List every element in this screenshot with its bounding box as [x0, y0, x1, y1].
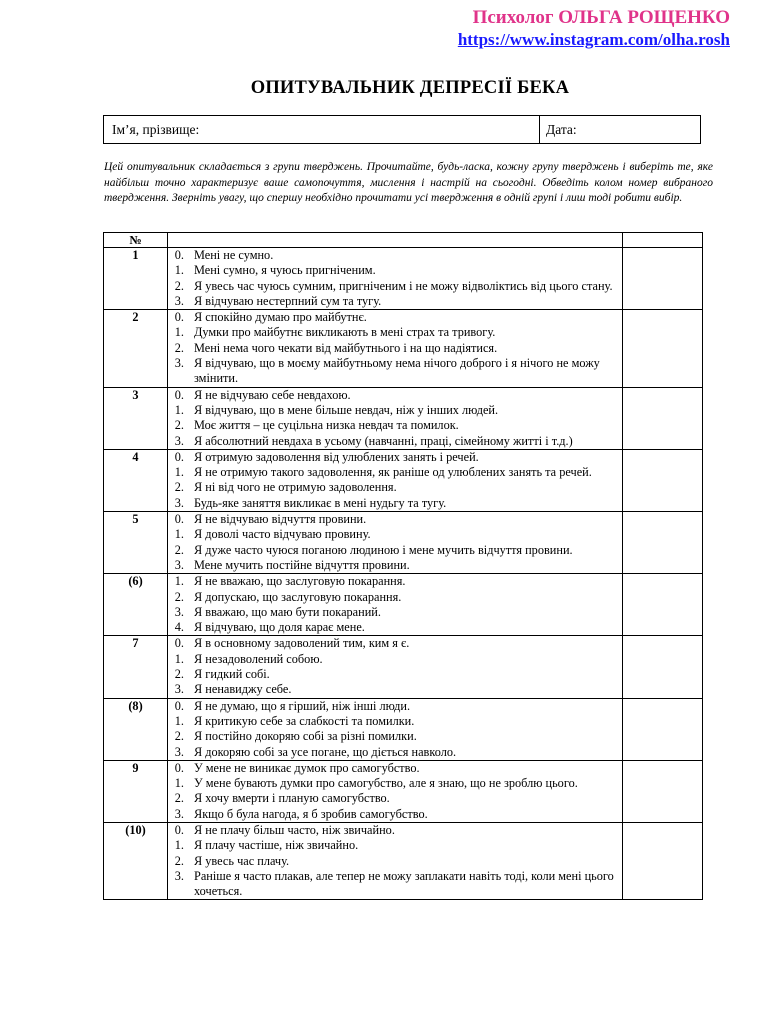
- option-text: Я спокійно думаю про майбутнє.: [194, 310, 367, 325]
- statement-group: [168, 636, 623, 698]
- option-number: 0.: [174, 449, 184, 464]
- option-number: 3.: [174, 557, 184, 572]
- option-text: Мене мучить постійне відчуття провини.: [194, 557, 410, 572]
- name-field-label: Ім’я, прізвище:: [112, 122, 200, 137]
- statement-option[interactable]: [168, 388, 622, 403]
- table-header-row: [104, 233, 703, 248]
- option-text: Я дуже часто чуюся поганою людиною і мене мучить відчуття провини.: [194, 542, 573, 557]
- statement-option[interactable]: [168, 761, 622, 776]
- statement-option[interactable]: [168, 450, 622, 465]
- option-number: 3.: [174, 293, 184, 308]
- table-row: [104, 248, 703, 310]
- header-number: №: [104, 233, 168, 248]
- date-field-label: Дата:: [546, 122, 577, 137]
- answer-cell[interactable]: [623, 760, 703, 822]
- statement-group: [168, 760, 623, 822]
- group-number: 7: [104, 636, 168, 698]
- statement-option[interactable]: [168, 310, 622, 325]
- statement-option[interactable]: [168, 854, 622, 869]
- option-number: 0.: [174, 636, 184, 651]
- option-number: 1.: [174, 713, 184, 728]
- table-row: [104, 387, 703, 449]
- option-text: Думки про майбутнє викликають в мені страх та тривогу.: [194, 325, 496, 340]
- statement-option[interactable]: [168, 667, 622, 682]
- option-text: Я увесь час чуюсь сумним, пригніченим і не можу відволіктись від цього стану.: [194, 278, 613, 293]
- statement-option[interactable]: [168, 636, 622, 651]
- option-text: Я відчуваю, що доля карає мене.: [194, 620, 365, 635]
- statement-option[interactable]: [168, 480, 622, 495]
- option-number: 2.: [174, 418, 184, 433]
- option-number: 2.: [174, 853, 184, 868]
- table-row: [104, 760, 703, 822]
- statement-option[interactable]: [168, 418, 622, 433]
- option-text: Я не відчуваю себе невдахою.: [194, 387, 351, 402]
- group-number: (10): [104, 822, 168, 899]
- statement-option[interactable]: [168, 869, 622, 900]
- option-text: Я плачу частіше, ніж звичайно.: [194, 838, 359, 853]
- option-number: 3.: [174, 604, 184, 619]
- header-statements: [168, 233, 623, 248]
- statement-option[interactable]: [168, 590, 622, 605]
- group-number: 4: [104, 449, 168, 511]
- option-number: 3.: [174, 868, 184, 883]
- group-number: 9: [104, 760, 168, 822]
- option-text: Я відчуваю, що в мене більше невдач, ніж у інших людей.: [194, 402, 499, 417]
- answer-cell[interactable]: [623, 387, 703, 449]
- statement-option[interactable]: [168, 776, 622, 791]
- option-number: 0.: [174, 760, 184, 775]
- option-text: Я гидкий собі.: [194, 667, 270, 682]
- option-number: 3.: [174, 744, 184, 759]
- option-text: Мені нема чого чекати від майбутнього і на що надіятися.: [194, 340, 498, 355]
- option-number: 1.: [174, 574, 184, 589]
- answer-cell[interactable]: [623, 698, 703, 760]
- option-number: 2.: [174, 791, 184, 806]
- statement-option[interactable]: [168, 823, 622, 838]
- table-row: [104, 574, 703, 636]
- questionnaire-table: [103, 232, 703, 900]
- name-field[interactable]: [104, 116, 540, 143]
- statement-option[interactable]: [168, 325, 622, 340]
- option-number: 1.: [174, 527, 184, 542]
- option-number: 1.: [174, 263, 184, 278]
- statement-option[interactable]: [168, 434, 622, 449]
- option-number: 0.: [174, 698, 184, 713]
- option-number: 2.: [174, 667, 184, 682]
- option-number: 2.: [174, 340, 184, 355]
- option-number: 1.: [174, 776, 184, 791]
- option-text: Будь-яке заняття викликає в мені нудьгу та тугу.: [194, 495, 447, 510]
- statement-option[interactable]: [168, 496, 622, 511]
- option-text: Якщо б була нагода, я б зробив самогубство.: [194, 806, 428, 821]
- statement-option[interactable]: [168, 838, 622, 853]
- option-number: 0.: [174, 248, 184, 262]
- table-row: [104, 512, 703, 574]
- statement-option[interactable]: [168, 714, 622, 729]
- statement-group: [168, 822, 623, 899]
- statement-option[interactable]: [168, 248, 622, 263]
- option-text: Я постійно докоряю собі за різні помилки.: [194, 729, 417, 744]
- option-number: 2.: [174, 278, 184, 293]
- option-text: Я отримую задоволення від улюблених занять і речей.: [194, 449, 479, 464]
- group-number: 5: [104, 512, 168, 574]
- option-text: Я незадоволений собою.: [194, 651, 323, 666]
- option-text: Я хочу вмерти і планую самогубство.: [194, 791, 390, 806]
- option-number: 1.: [174, 465, 184, 480]
- option-number: 3.: [174, 682, 184, 697]
- option-number: 1.: [174, 402, 184, 417]
- option-text: Я увесь час плачу.: [194, 853, 290, 868]
- option-text: Я доволі часто відчуваю провину.: [194, 527, 371, 542]
- answer-cell[interactable]: [623, 512, 703, 574]
- option-text: Я ні від чого не отримую задоволення.: [194, 480, 397, 495]
- option-text: Я критикую себе за слабкості та помилки.: [194, 713, 415, 728]
- statement-option[interactable]: [168, 574, 622, 589]
- statement-group: [168, 512, 623, 574]
- option-text: Я в основному задоволений тим, ким я є.: [194, 636, 410, 651]
- statement-option[interactable]: [168, 605, 622, 620]
- option-number: 2.: [174, 729, 184, 744]
- option-number: 0.: [174, 310, 184, 325]
- group-number: 1: [104, 248, 168, 310]
- brand-header: [458, 7, 730, 51]
- statement-option[interactable]: [168, 543, 622, 558]
- option-text: Я допускаю, що заслуговую покарання.: [194, 589, 402, 604]
- statement-option[interactable]: [168, 512, 622, 527]
- statement-option[interactable]: [168, 652, 622, 667]
- statement-option[interactable]: [168, 682, 622, 697]
- table-row: [104, 822, 703, 899]
- option-number: 3.: [174, 433, 184, 448]
- statement-group: [168, 310, 623, 387]
- table-row: [104, 698, 703, 760]
- statement-option[interactable]: [168, 558, 622, 573]
- answer-cell[interactable]: [623, 822, 703, 899]
- option-number: 4.: [174, 620, 184, 635]
- answer-cell[interactable]: [623, 248, 703, 310]
- option-text: Я не плачу більш часто, ніж звичайно.: [194, 822, 395, 837]
- statement-option[interactable]: [168, 620, 622, 635]
- option-text: Я абсолютний невдаха в усьому (навчанні, праці, сімейному житті і т.д.): [194, 433, 573, 448]
- statement-option[interactable]: [168, 465, 622, 480]
- table-row: [104, 449, 703, 511]
- option-number: 2.: [174, 480, 184, 495]
- option-number: 0.: [174, 822, 184, 837]
- option-text: Я не думаю, що я гірший, ніж інші люди.: [194, 698, 411, 713]
- answer-cell[interactable]: [623, 310, 703, 387]
- option-number: 1.: [174, 838, 184, 853]
- statement-option[interactable]: [168, 745, 622, 760]
- option-text: Я відчуваю, що в моєму майбутньому нема нічого доброго і я нічого не можу змінити.: [194, 356, 600, 386]
- option-number: 0.: [174, 387, 184, 402]
- group-number: (8): [104, 698, 168, 760]
- statement-option[interactable]: [168, 356, 622, 387]
- statement-option[interactable]: [168, 279, 622, 294]
- answer-cell[interactable]: [623, 574, 703, 636]
- statement-option[interactable]: [168, 791, 622, 806]
- option-text: Я не вважаю, що заслуговую покарання.: [194, 574, 406, 589]
- option-number: 3.: [174, 806, 184, 821]
- option-text: Я відчуваю нестерпний сум та тугу.: [194, 293, 382, 308]
- statement-option[interactable]: [168, 263, 622, 278]
- statement-group: [168, 698, 623, 760]
- statement-option[interactable]: [168, 294, 622, 309]
- option-number: 2.: [174, 589, 184, 604]
- page-title: ОПИТУВАЛЬНИК ДЕПРЕСІЇ БЕКА: [250, 78, 570, 98]
- statement-group: [168, 574, 623, 636]
- option-text: У мене бувають думки про самогубство, але я знаю, що не зроблю цього.: [194, 776, 578, 791]
- table-row: [104, 636, 703, 698]
- statement-option[interactable]: [168, 807, 622, 822]
- option-text: Я не отримую такого задоволення, як раніше од улюблених занять та речей.: [194, 465, 592, 480]
- info-box: [103, 115, 701, 144]
- option-number: 3.: [174, 495, 184, 510]
- statement-option[interactable]: [168, 699, 622, 714]
- option-number: 1.: [174, 651, 184, 666]
- statement-option[interactable]: [168, 403, 622, 418]
- statement-option[interactable]: [168, 341, 622, 356]
- questionnaire-body: [104, 248, 703, 900]
- option-text: Я докоряю собі за усе погане, що діється навколо.: [194, 744, 457, 759]
- option-text: Раніше я часто плакав, але тепер не можу заплакати навіть тоді, коли мені цього хочеться.: [194, 868, 614, 899]
- brand-name: Психолог ОЛЬГА РОЩЕНКО: [472, 7, 730, 28]
- option-text: Моє життя – це суцільна низка невдач та помилок.: [194, 418, 459, 433]
- table-row: [104, 310, 703, 387]
- group-number: (6): [104, 574, 168, 636]
- option-number: 0.: [174, 512, 184, 527]
- instructions-text: Цей опитувальник складається з групи тверджень. Прочитайте, будь-ласка, кожну групу тверджень і виберіть те, яке найбільш точно характеризує ваше самопочуття, мислення і настрій на сьогодні. Обведіть колом номер вибраного твердження. Зверніть увагу, що спершу необхідно прочитати усі твердження в одній групі і лиш тоді робити вибір.: [104, 161, 713, 204]
- option-number: 2.: [174, 542, 184, 557]
- instagram-link[interactable]: https://www.instagram.com/olha.rosh: [457, 30, 730, 49]
- option-text: Я не відчуваю відчуття провини.: [194, 512, 367, 527]
- statement-group: [168, 449, 623, 511]
- option-text: Я ненавиджу себе.: [194, 682, 292, 697]
- group-number: 2: [104, 310, 168, 387]
- statement-option[interactable]: [168, 527, 622, 542]
- header-answer: [623, 233, 703, 248]
- option-text: Мені не сумно.: [194, 248, 274, 262]
- statement-option[interactable]: [168, 729, 622, 744]
- option-text: Я вважаю, що маю бути покараний.: [194, 604, 381, 619]
- answer-cell[interactable]: [623, 636, 703, 698]
- option-text: Мені сумно, я чуюсь пригніченим.: [194, 263, 376, 278]
- statement-group: [168, 248, 623, 310]
- option-text: У мене не виникає думок про самогубство.: [194, 760, 420, 775]
- answer-cell[interactable]: [623, 449, 703, 511]
- group-number: 3: [104, 387, 168, 449]
- option-number: 1.: [174, 325, 184, 340]
- date-field[interactable]: [540, 116, 700, 143]
- statement-group: [168, 387, 623, 449]
- option-number: 3.: [174, 356, 184, 371]
